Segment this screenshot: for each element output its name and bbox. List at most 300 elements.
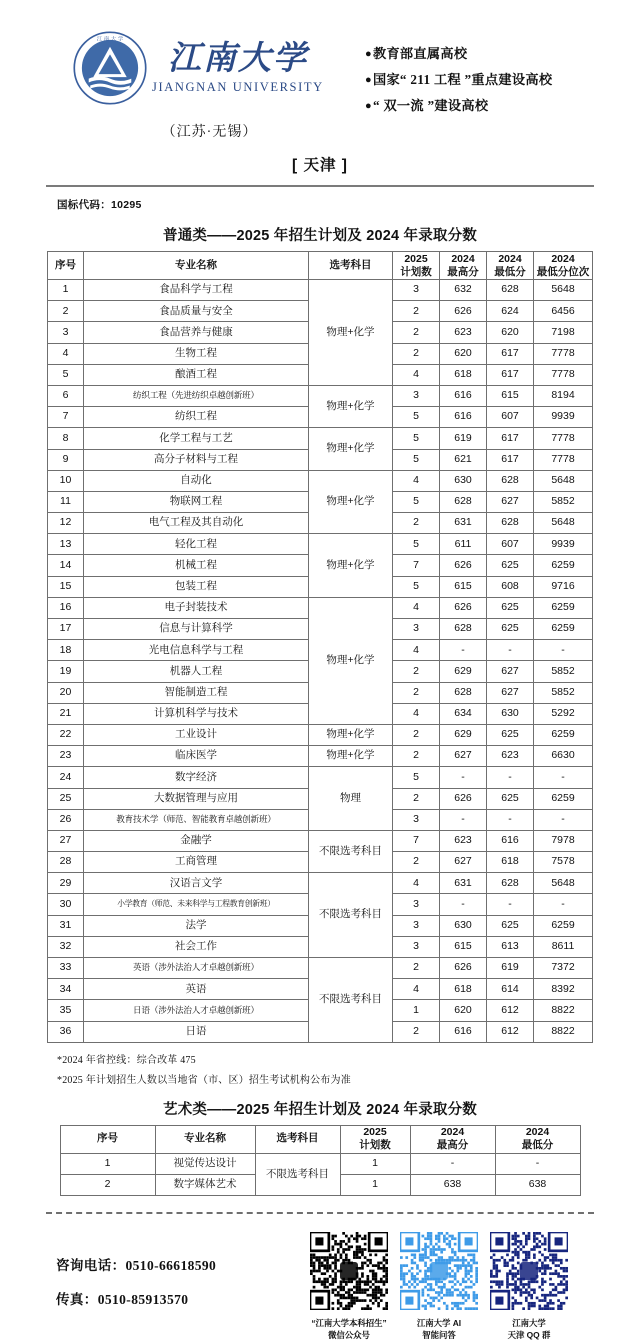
table-row: [48, 597, 593, 618]
cell-plan: 2: [393, 513, 440, 534]
university-brand: [72, 30, 347, 141]
cell-seq: 5: [48, 364, 84, 385]
cell-major: 机器人工程: [84, 661, 309, 682]
national-code-label: 国标代码：: [57, 199, 111, 211]
cell-max-score: 619: [440, 428, 487, 449]
cell-min-score: 627: [487, 661, 534, 682]
page-footer: [0, 1214, 640, 1341]
cell-max-score: 629: [440, 661, 487, 682]
cell-max-score: -: [440, 894, 487, 915]
cell-major: 包装工程: [84, 576, 309, 597]
university-logo-icon: [72, 30, 148, 106]
table-row: [48, 534, 593, 555]
cell-max-score: 615: [440, 936, 487, 957]
cell-min-score: 628: [487, 280, 534, 301]
cell-max-score: 626: [440, 597, 487, 618]
cell-major: 数字经济: [84, 767, 309, 788]
cell-major: 智能制造工程: [84, 682, 309, 703]
cell-min-rank: 8392: [534, 979, 593, 1000]
table-row: [48, 280, 593, 301]
cell-max-score: 632: [440, 280, 487, 301]
cell-min-rank: 5292: [534, 703, 593, 724]
cell-max-score: 621: [440, 449, 487, 470]
cell-plan: 4: [393, 703, 440, 724]
cell-min-score: 638: [495, 1174, 580, 1195]
cell-max-score: 626: [440, 301, 487, 322]
badge-item: [365, 95, 552, 114]
wechat-official-qr[interactable]: [310, 1232, 388, 1310]
cell-min-score: 617: [487, 449, 534, 470]
cell-seq: 31: [48, 915, 84, 936]
table-row: [48, 873, 593, 894]
cell-plan: 5: [393, 491, 440, 512]
col-header-major: 专业名称: [155, 1125, 255, 1153]
cell-seq: 14: [48, 555, 84, 576]
cell-seq: 15: [48, 576, 84, 597]
contact-phone: 咨询电话：0510-66618590: [56, 1258, 217, 1274]
cell-min-rank: 8822: [534, 1000, 593, 1021]
cell-min-score: 617: [487, 343, 534, 364]
cell-seq: 3: [48, 322, 84, 343]
col-header-subject: 选考科目: [309, 252, 393, 280]
cell-seq: 7: [48, 407, 84, 428]
general-section-title: 普通类——2025 年招生计划及 2024 年录取分数: [163, 228, 477, 244]
cell-min-score: 613: [487, 936, 534, 957]
cell-min-score: -: [495, 1153, 580, 1174]
cell-major: 法学: [84, 915, 309, 936]
cell-seq: 20: [48, 682, 84, 703]
cell-plan: 2: [393, 852, 440, 873]
cell-subject: 物理+化学: [309, 534, 393, 598]
cell-seq: 2: [60, 1174, 155, 1195]
cell-plan: 2: [393, 661, 440, 682]
university-badges: [365, 43, 552, 114]
badge-label: “ 双一流 ”建设高校: [372, 98, 489, 113]
cell-subject: 不限选考科目: [309, 873, 393, 958]
col-header-major: 专业名称: [84, 252, 309, 280]
cell-major: 食品科学与工程: [84, 280, 309, 301]
cell-max-score: 631: [440, 873, 487, 894]
contact-info: [56, 1232, 306, 1308]
cell-plan: 4: [393, 364, 440, 385]
cell-min-score: 617: [487, 364, 534, 385]
cell-seq: 32: [48, 936, 84, 957]
cell-major: 临床医学: [84, 746, 309, 767]
cell-min-rank: 8194: [534, 385, 593, 406]
header-divider: [46, 185, 594, 187]
cell-major: 食品质量与安全: [84, 301, 309, 322]
cell-major: 英语（涉外法治人才卓越创新班）: [84, 958, 309, 979]
cell-min-score: 628: [487, 470, 534, 491]
cell-seq: 19: [48, 661, 84, 682]
cell-major: 计算机科学与技术: [84, 703, 309, 724]
cell-min-score: 608: [487, 576, 534, 597]
cell-max-score: -: [440, 809, 487, 830]
cell-seq: 21: [48, 703, 84, 724]
col-header-seq: 序号: [48, 252, 84, 280]
cell-max-score: 630: [440, 915, 487, 936]
art-section-title: 艺术类——2025 年招生计划及 2024 年录取分数: [163, 1101, 477, 1118]
cell-seq: 1: [48, 280, 84, 301]
cell-seq: 2: [48, 301, 84, 322]
cell-seq: 28: [48, 852, 84, 873]
cell-seq: 29: [48, 873, 84, 894]
cell-seq: 18: [48, 640, 84, 661]
cell-min-score: 627: [487, 682, 534, 703]
cell-min-rank: 7778: [534, 343, 593, 364]
cell-min-score: 625: [487, 788, 534, 809]
cell-major: 轻化工程: [84, 534, 309, 555]
cell-subject: 物理+化学: [309, 470, 393, 534]
qr-code-caption: [311, 1317, 386, 1341]
cell-min-score: 625: [487, 597, 534, 618]
cell-min-score: 628: [487, 513, 534, 534]
cell-max-score: 626: [440, 958, 487, 979]
badge-label: 教育部直属高校: [372, 46, 468, 61]
cell-max-score: -: [440, 767, 487, 788]
campus-location: （江苏·无锡）: [161, 125, 258, 140]
cell-min-score: 618: [487, 852, 534, 873]
cell-subject: 物理+化学: [309, 280, 393, 386]
cell-min-rank: 9939: [534, 534, 593, 555]
cell-min-rank: -: [534, 894, 593, 915]
cell-plan: 7: [393, 830, 440, 851]
cell-seq: 36: [48, 1021, 84, 1042]
cell-plan: 5: [393, 576, 440, 597]
cell-min-rank: 5852: [534, 661, 593, 682]
qr-code-item: [400, 1232, 478, 1341]
cell-plan: 5: [393, 428, 440, 449]
cell-plan: 2: [393, 746, 440, 767]
cell-major: 光电信息科学与工程: [84, 640, 309, 661]
cell-min-score: -: [487, 767, 534, 788]
cell-max-score: 616: [440, 1021, 487, 1042]
cell-major: 小学教育（师范、未来科学与工程教育创新班）: [84, 894, 309, 915]
cell-min-rank: -: [534, 809, 593, 830]
col-header-max-score: 2024 最高分: [440, 252, 487, 280]
cell-min-rank: 5648: [534, 280, 593, 301]
cell-min-rank: -: [534, 640, 593, 661]
cell-major: 高分子材料与工程: [84, 449, 309, 470]
ai-assistant-qr[interactable]: [400, 1232, 478, 1310]
province-heading: [0, 153, 640, 175]
cell-subject: 物理+化学: [309, 746, 393, 767]
cell-seq: 33: [48, 958, 84, 979]
col-header-max-score: 2024 最高分: [410, 1125, 495, 1153]
cell-min-rank: 7778: [534, 428, 593, 449]
cell-major: 自动化: [84, 470, 309, 491]
cell-major: 信息与计算科学: [84, 619, 309, 640]
cell-major: 食品营养与健康: [84, 322, 309, 343]
table-row: [48, 958, 593, 979]
cell-max-score: 616: [440, 385, 487, 406]
cell-min-score: 627: [487, 491, 534, 512]
national-code: [57, 197, 640, 212]
cell-max-score: 626: [440, 788, 487, 809]
cell-plan: 5: [393, 767, 440, 788]
table-row: [48, 746, 593, 767]
cell-min-score: 615: [487, 385, 534, 406]
cell-max-score: 629: [440, 724, 487, 745]
col-header-plan: 2025 计划数: [393, 252, 440, 280]
cell-max-score: 618: [440, 364, 487, 385]
col-header-plan: 2025 计划数: [340, 1125, 410, 1153]
cell-min-score: 617: [487, 428, 534, 449]
university-name-en: JIANGNAN UNIVERSITY: [152, 80, 324, 95]
bullet-dot-icon: ●: [365, 99, 372, 112]
cell-major: 日语: [84, 1021, 309, 1042]
cell-seq: 10: [48, 470, 84, 491]
bullet-dot-icon: ●: [365, 47, 372, 60]
cell-major: 日语（涉外法治人才卓越创新班）: [84, 1000, 309, 1021]
cell-seq: 35: [48, 1000, 84, 1021]
cell-min-rank: 7778: [534, 449, 593, 470]
cell-min-score: 612: [487, 1021, 534, 1042]
cell-min-rank: 5648: [534, 873, 593, 894]
cell-major: 电气工程及其自动化: [84, 513, 309, 534]
cell-seq: 1: [60, 1153, 155, 1174]
table-header-row: [60, 1125, 580, 1153]
cell-seq: 34: [48, 979, 84, 1000]
cell-max-score: 638: [410, 1174, 495, 1195]
table-row: [48, 724, 593, 745]
cell-min-score: -: [487, 809, 534, 830]
qr-caption-line2: 天津 QQ 群: [507, 1330, 551, 1341]
cell-plan: 7: [393, 555, 440, 576]
cell-plan: 5: [393, 407, 440, 428]
qr-code-item: [490, 1232, 568, 1341]
cell-min-rank: 5852: [534, 491, 593, 512]
cell-plan: 2: [393, 958, 440, 979]
cell-max-score: 634: [440, 703, 487, 724]
cell-major: 社会工作: [84, 936, 309, 957]
cell-seq: 12: [48, 513, 84, 534]
cell-min-score: 625: [487, 619, 534, 640]
cell-min-rank: 5852: [534, 682, 593, 703]
cell-plan: 2: [393, 724, 440, 745]
cell-min-score: 628: [487, 873, 534, 894]
cell-major: 电子封装技术: [84, 597, 309, 618]
cell-plan: 4: [393, 640, 440, 661]
cell-max-score: 627: [440, 852, 487, 873]
badge-label: 国家“ 211 工程 ”重点建设高校: [372, 72, 553, 87]
cell-seq: 17: [48, 619, 84, 640]
cell-max-score: 628: [440, 619, 487, 640]
cell-max-score: 620: [440, 1000, 487, 1021]
cell-max-score: 623: [440, 322, 487, 343]
cell-plan: 4: [393, 597, 440, 618]
table-row: [48, 385, 593, 406]
cell-max-score: 623: [440, 830, 487, 851]
cell-plan: 1: [340, 1174, 410, 1195]
cell-min-rank: 8822: [534, 1021, 593, 1042]
qr-caption-line2: 智能问答: [422, 1330, 456, 1341]
cell-min-rank: 5648: [534, 513, 593, 534]
cell-max-score: -: [410, 1153, 495, 1174]
cell-min-score: 607: [487, 407, 534, 428]
cell-min-rank: 9716: [534, 576, 593, 597]
cell-plan: 2: [393, 301, 440, 322]
cell-major: 酿酒工程: [84, 364, 309, 385]
cell-seq: 4: [48, 343, 84, 364]
cell-min-rank: 8611: [534, 936, 593, 957]
cell-plan: 2: [393, 343, 440, 364]
cell-plan: 2: [393, 1021, 440, 1042]
page-header: [0, 0, 640, 141]
cell-min-score: 619: [487, 958, 534, 979]
col-header-seq: 序号: [60, 1125, 155, 1153]
cell-seq: 11: [48, 491, 84, 512]
cell-min-score: 625: [487, 724, 534, 745]
cell-seq: 13: [48, 534, 84, 555]
cell-plan: 3: [393, 915, 440, 936]
national-code-value: 10295: [111, 199, 142, 211]
table-row: [60, 1153, 580, 1174]
qr-code-caption: [508, 1317, 551, 1341]
cell-plan: 2: [393, 788, 440, 809]
cell-plan: 4: [393, 979, 440, 1000]
table-row: [48, 830, 593, 851]
cell-plan: 5: [393, 534, 440, 555]
cell-major: 物联网工程: [84, 491, 309, 512]
table-row: [48, 767, 593, 788]
cell-min-rank: 6259: [534, 555, 593, 576]
art-admission-table: [60, 1125, 581, 1196]
qr-caption-line1: “江南大学本科招生”: [311, 1318, 387, 1329]
cell-plan: 3: [393, 619, 440, 640]
col-header-min-score: 2024 最低分: [487, 252, 534, 280]
table-header-row: [48, 252, 593, 280]
cell-max-score: 627: [440, 746, 487, 767]
cell-max-score: 631: [440, 513, 487, 534]
cell-min-score: 612: [487, 1000, 534, 1021]
cell-seq: 30: [48, 894, 84, 915]
province-title: [ 天津 ]: [292, 157, 348, 174]
cell-seq: 9: [48, 449, 84, 470]
qr-caption-line1: 江南大学 AI: [416, 1318, 462, 1329]
cell-major: 大数据管理与应用: [84, 788, 309, 809]
cell-plan: 1: [340, 1153, 410, 1174]
cell-seq: 24: [48, 767, 84, 788]
cell-max-score: 611: [440, 534, 487, 555]
cell-max-score: 630: [440, 470, 487, 491]
cell-min-rank: 6456: [534, 301, 593, 322]
cell-min-rank: -: [534, 767, 593, 788]
col-header-min-rank: 2024 最低分位次: [534, 252, 593, 280]
cell-plan: 3: [393, 936, 440, 957]
cell-seq: 16: [48, 597, 84, 618]
tianjin-qq-group-qr[interactable]: [490, 1232, 568, 1310]
cell-major: 英语: [84, 979, 309, 1000]
cell-min-score: 614: [487, 979, 534, 1000]
cell-plan: 3: [393, 385, 440, 406]
cell-subject: 物理+化学: [309, 597, 393, 724]
cell-seq: 26: [48, 809, 84, 830]
cell-subject: 不限选考科目: [255, 1153, 340, 1195]
cell-subject: 物理+化学: [309, 724, 393, 745]
cell-seq: 25: [48, 788, 84, 809]
cell-subject: 不限选考科目: [309, 958, 393, 1043]
cell-major: 数字媒体艺术: [155, 1174, 255, 1195]
cell-major: 机械工程: [84, 555, 309, 576]
cell-subject: 不限选考科目: [309, 830, 393, 872]
cell-min-score: 625: [487, 915, 534, 936]
cell-major: 生物工程: [84, 343, 309, 364]
cell-min-score: 624: [487, 301, 534, 322]
general-admission-table: [47, 251, 593, 1043]
cell-seq: 6: [48, 385, 84, 406]
cell-major: 教育技术学（师范、智能教育卓越创新班）: [84, 809, 309, 830]
cell-major: 工业设计: [84, 724, 309, 745]
note-plan-disclaimer: *2025 年计划招生人数以当地省（市、区）招生考试机构公布为准: [57, 1074, 351, 1086]
cell-seq: 27: [48, 830, 84, 851]
cell-max-score: -: [440, 640, 487, 661]
col-header-min-score: 2024 最低分: [495, 1125, 580, 1153]
cell-min-rank: 6259: [534, 619, 593, 640]
qr-caption-line2: 微信公众号: [328, 1330, 370, 1341]
cell-min-rank: 6630: [534, 746, 593, 767]
cell-min-score: 625: [487, 555, 534, 576]
table-row: [48, 428, 593, 449]
cell-min-score: -: [487, 640, 534, 661]
cell-max-score: 628: [440, 682, 487, 703]
badge-item: [365, 69, 552, 88]
cell-min-score: 616: [487, 830, 534, 851]
cell-seq: 8: [48, 428, 84, 449]
col-header-subject: 选考科目: [255, 1125, 340, 1153]
cell-subject: 物理+化学: [309, 385, 393, 427]
qr-caption-line1: 江南大学: [512, 1318, 546, 1329]
cell-seq: 22: [48, 724, 84, 745]
cell-subject: 物理+化学: [309, 428, 393, 470]
cell-subject: 物理: [309, 767, 393, 831]
cell-major: 汉语言文学: [84, 873, 309, 894]
cell-plan: 3: [393, 809, 440, 830]
university-name-cn: 江南大学: [167, 40, 308, 77]
cell-max-score: 615: [440, 576, 487, 597]
cell-min-rank: 7198: [534, 322, 593, 343]
qr-code-item: [310, 1232, 388, 1341]
cell-min-rank: 5648: [534, 470, 593, 491]
cell-min-rank: 7978: [534, 830, 593, 851]
cell-min-rank: 7372: [534, 958, 593, 979]
cell-plan: 1: [393, 1000, 440, 1021]
cell-major: 视觉传达设计: [155, 1153, 255, 1174]
cell-plan: 4: [393, 470, 440, 491]
cell-seq: 23: [48, 746, 84, 767]
note-provincial-line: *2024 年省控线：综合改革 475: [57, 1054, 196, 1066]
cell-min-rank: 7778: [534, 364, 593, 385]
cell-max-score: 618: [440, 979, 487, 1000]
contact-fax: 传真：0510-85913570: [56, 1292, 189, 1308]
cell-min-rank: 6259: [534, 788, 593, 809]
cell-plan: 2: [393, 682, 440, 703]
cell-major: 纺织工程: [84, 407, 309, 428]
cell-min-rank: 7578: [534, 852, 593, 873]
badge-item: [365, 43, 552, 62]
cell-min-score: 623: [487, 746, 534, 767]
cell-plan: 4: [393, 873, 440, 894]
cell-min-rank: 9939: [534, 407, 593, 428]
qr-code-group: [310, 1232, 568, 1341]
cell-plan: 3: [393, 894, 440, 915]
cell-min-rank: 6259: [534, 915, 593, 936]
cell-max-score: 628: [440, 491, 487, 512]
cell-plan: 5: [393, 449, 440, 470]
cell-max-score: 626: [440, 555, 487, 576]
cell-min-score: 607: [487, 534, 534, 555]
svg-text:江 南 大 学: 江 南 大 学: [96, 36, 124, 43]
